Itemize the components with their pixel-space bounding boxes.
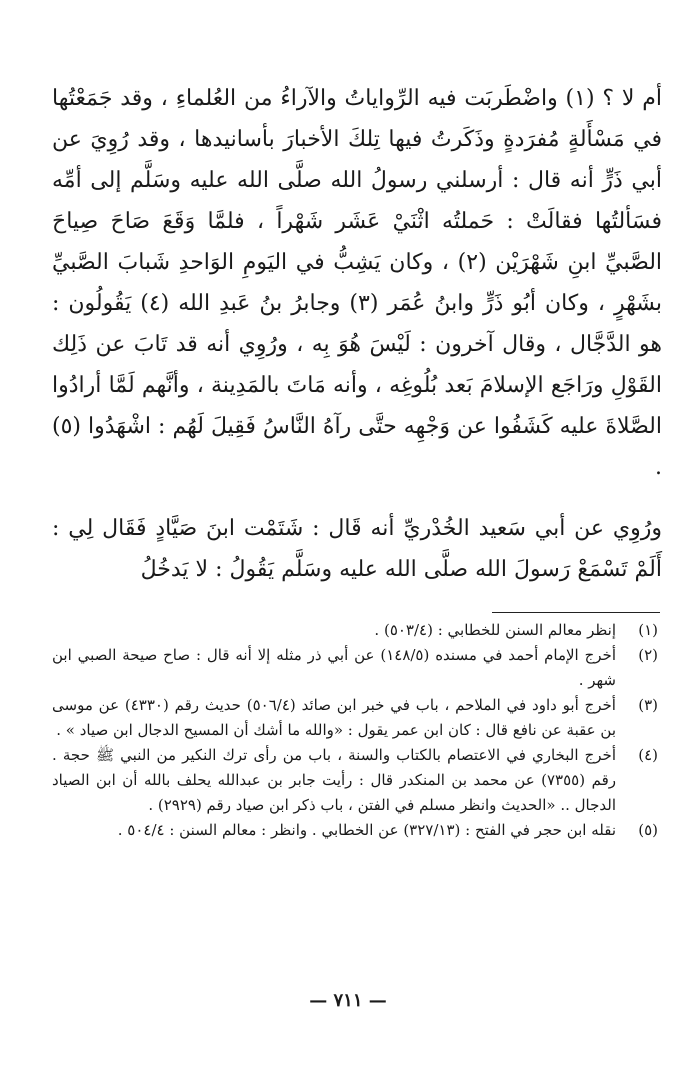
footnotes-section — [52, 618, 662, 843]
main-paragraph: أم لا ؟ (١) واضْطَربَت فيه الرِّواياتُ والآراءُ من العُلماءِ ، وقد جَمَعْتُها في مَسْأَلةٍ مُفرَدةٍ وذَكَرتُ فيها تِلكَ الأخبارَ بأسانيدها ، وقد رُوِيَ عن أبي ذَرٍّ أنه قال : أرسلني رسولُ الله صلَّى الله عليه وسَلَّم إلى أمِّه فسَألتُها فقالَتْ : حَملتُه اثْنَيْ عَشَر شَهْراً ، فلمَّا وَقَعَ صَاحَ صِياحَ الصَّبيِّ ابنِ شَهْرَيْن (٢) ، وكان يَشِبُّ في اليَومِ الوَاحدِ شَبابَ الصَّبيِّ بشَهْرٍ ، وكان أبُو ذَرٍّ وابنُ عُمَر (٣) وجابرُ بنُ عَبدِ الله (٤) يَقُولُون : هو الدَّجَّال ، وقال آخرون : لَيْسَ هُوَ بِه ، ورُوِي أنه قد تَابَ عن ذَلِك القَوْلِ ورَاجَع الإسلامَ بَعد بُلُوغِه ، وأنه مَاتَ بالمَدِينة ، وأنَّهم لَمَّا أرادُوا الصَّلاةَ عليه كَشَفُوا عن وَجْهِه حتَّى رآهُ النَّاسُ فَقِيلَ لَهُم : اشْهَدُوا (٥) . — [52, 86, 663, 480]
footnote-item — [52, 618, 662, 643]
footnote-number: (٥) — [638, 821, 658, 839]
footnote-item — [52, 693, 662, 743]
footnote-item — [52, 643, 662, 693]
footnote-number: (٤) — [638, 746, 658, 764]
footnote-text: نقله ابن حجر في الفتح : (٣٢٧/١٣) عن الخطابي . وانظر : معالم السنن : ٥٠٤/٤ . — [117, 821, 616, 839]
footnote-text: أخرج الإمام أحمد في مسنده (١٤٨/٥) عن أبي ذر مثله إلا أنه قال : صاح صيحة الصبي ابن شهر . — [52, 646, 616, 689]
main-text-block — [52, 78, 662, 590]
page-number: — ٧١١ — — [309, 990, 387, 1011]
footnote-item — [52, 818, 662, 843]
footnote-text: أخرج أبو داود في الملاحم ، باب في خبر ابن صائد (٥٠٦/٤) حديث رقم (٤٣٣٠) عن موسى بن عقبة عن نافع قال : كان ابن عمر يقول : «والله ما أشك أن المسيح الدجال ابن صياد » . — [52, 696, 616, 739]
footnote-item — [52, 743, 662, 818]
footnote-text: أخرج البخاري في الاعتصام بالكتاب والسنة ، باب من رأى ترك النكير من النبي ﷺ حجة . رقم (٧٣٥٥) عن محمد بن المنكدر قال : رأيت جابر بن عبدالله يحلف بالله أن ابن الصياد الدجال .. «الحديث وانظر مسلم في الفتن ، باب ذكر ابن صياد رقم (٢٩٢٩) . — [52, 746, 616, 814]
footnote-number: (٢) — [638, 646, 658, 664]
main-paragraph: ورُوِي عن أبي سَعيد الخُدْريِّ أنه قَال : شَتَمْت ابنَ صَيَّادٍ فَقَال لِي : أَلَمْ تَسْمَعْ رَسولَ الله صلَّى الله عليه وسَلَّم يَقُولُ : لا يَدخُلُ — [52, 516, 662, 582]
footnote-text: إنظر معالم السنن للخطابي : (٥٠٣/٤) . — [374, 621, 616, 639]
footnote-divider — [492, 612, 660, 613]
footnote-number: (١) — [638, 621, 658, 639]
footnote-number: (٣) — [638, 696, 658, 714]
